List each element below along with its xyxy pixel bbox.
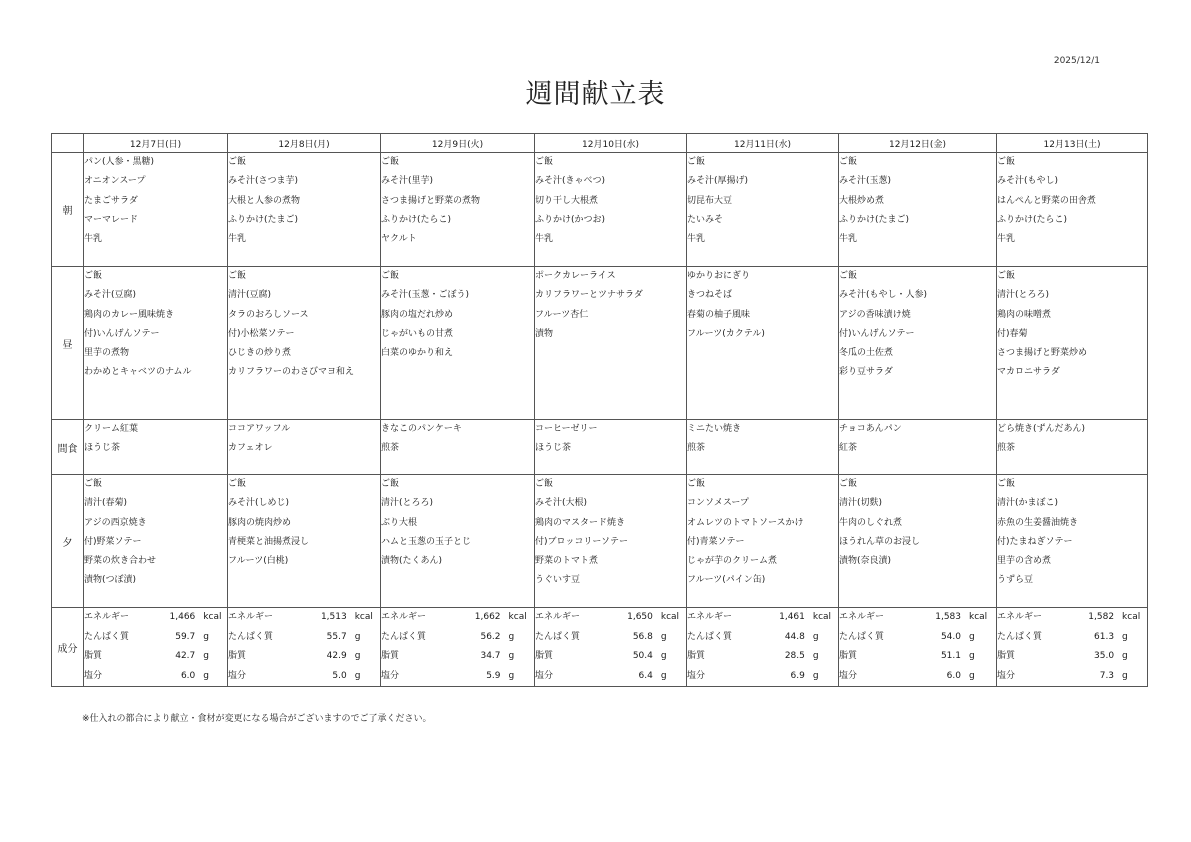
nutrition-fat — [535, 647, 686, 667]
menu-item: みそ汁(里芋) — [381, 176, 434, 187]
menu-item: 付)春菊 — [997, 328, 1028, 339]
nutrition-fat — [381, 647, 534, 667]
nutrient-value: 61.3 — [1094, 631, 1115, 642]
meal-row-lunch — [52, 267, 1148, 420]
menu-item: ヤクルト — [381, 234, 417, 245]
meal-cell — [839, 153, 997, 267]
menu-item: 彩り豆サラダ — [839, 367, 893, 378]
menu-item: ご飯 — [228, 271, 247, 281]
menu-item: 清汁(かまぼこ) — [997, 498, 1059, 509]
nutrient-value: 1,513 — [320, 612, 347, 622]
menu-item: じゃが芋のクリーム煮 — [687, 556, 778, 567]
nutrient-name: 脂質 — [381, 651, 400, 661]
day-header: 12月9日(火) — [381, 134, 535, 153]
nutrition-salt — [228, 667, 380, 687]
nutrient-unit: kcal — [203, 612, 222, 622]
page-title: 週間献立表 — [525, 79, 666, 110]
nutrient-value: 50.4 — [632, 651, 653, 661]
nutrition-energy — [84, 608, 227, 628]
nutrient-name: たんぱく質 — [535, 631, 581, 642]
menu-item: 鶏肉のマスタード焼き — [535, 517, 626, 528]
meal-cell — [535, 153, 687, 267]
menu-item: みそ汁(さつま芋) — [228, 176, 299, 187]
menu-item: ひじきの炒り煮 — [228, 348, 292, 359]
menu-item: コーヒーゼリー — [535, 424, 598, 434]
menu-item: 鶏肉のカレー風味焼き — [84, 309, 175, 320]
nutrient-value: 54.0 — [940, 631, 961, 642]
menu-item: 牛乳 — [84, 234, 103, 245]
menu-item: 野菜の炊き合わせ — [84, 556, 157, 567]
nutrient-name: 脂質 — [84, 651, 103, 661]
menu-item: 煎茶 — [381, 443, 400, 454]
nutrient-unit: g — [812, 631, 819, 642]
nutrient-unit: g — [660, 670, 667, 681]
menu-item: 里芋の含め煮 — [997, 556, 1052, 567]
menu-item: ふりかけ(たまご) — [839, 214, 910, 225]
nutrient-unit: g — [354, 631, 361, 642]
nutrient-unit: g — [1122, 631, 1128, 642]
meal-row-breakfast — [52, 153, 1148, 267]
menu-item: 豚肉の焼肉炒め — [228, 517, 292, 528]
menu-item: 紅茶 — [839, 443, 858, 454]
menu-item: 付)青菜ソテー — [687, 536, 745, 547]
meal-cell — [84, 420, 228, 475]
nutrient-value: 51.1 — [940, 651, 961, 661]
nutrient-value: 55.7 — [326, 631, 347, 642]
menu-item: きつねそば — [687, 290, 733, 301]
nutrient-unit: kcal — [660, 612, 680, 622]
menu-item: ほうじ茶 — [535, 443, 572, 454]
menu-item: オムレツのトマトソースかけ — [687, 517, 804, 528]
day-header: 12月13日(土) — [997, 134, 1148, 153]
meal-cell — [535, 267, 687, 420]
menu-item: みそ汁(しめじ) — [228, 498, 290, 509]
nutrient-value: 34.7 — [480, 651, 501, 661]
menu-item: フルーツ杏仁 — [535, 309, 589, 320]
nutrition-energy — [687, 608, 838, 628]
nutrient-unit: g — [203, 670, 209, 681]
nutrient-name: 脂質 — [687, 651, 706, 661]
nutrition-protein — [997, 628, 1147, 648]
meal-cell — [84, 153, 228, 267]
meal-label-lunch: 昼 — [52, 267, 84, 420]
nutrient-unit: g — [354, 670, 361, 681]
menu-item: 漬物(たくあん) — [381, 556, 443, 567]
menu-item: 牛乳 — [228, 234, 247, 245]
nutrition-cell — [84, 608, 228, 687]
menu-item: 付)ブロッコリーソテー — [535, 536, 628, 547]
menu-item: みそ汁(きゃべつ) — [535, 176, 606, 187]
menu-item: ゆかりおにぎり — [687, 271, 751, 281]
menu-item: 切昆布大豆 — [687, 195, 733, 206]
menu-item: アジの香味漬け焼 — [839, 309, 911, 320]
meal-row-snack — [52, 420, 1148, 475]
nutrient-unit: kcal — [969, 612, 988, 622]
menu-item: ハムと玉葱の玉子とじ — [381, 536, 472, 547]
nutrient-unit: g — [969, 651, 975, 661]
menu-item: ふりかけ(たまご) — [228, 214, 299, 225]
nutrient-name: たんぱく質 — [839, 631, 885, 642]
nutrition-salt — [84, 667, 227, 687]
menu-item: ご飯 — [997, 479, 1016, 489]
nutrient-value: 1,662 — [474, 612, 501, 622]
nutrient-name: 脂質 — [228, 651, 247, 661]
nutrient-unit: g — [969, 631, 975, 642]
nutrient-value: 1,650 — [627, 612, 653, 622]
nutrient-value: 1,582 — [1088, 612, 1115, 622]
nutrition-fat — [84, 647, 227, 667]
meal-cell — [997, 153, 1148, 267]
nutrient-value: 1,461 — [779, 612, 805, 622]
nutrient-name: たんぱく質 — [228, 631, 274, 642]
day-header-row — [52, 134, 1148, 153]
weekly-menu-table — [51, 133, 1148, 687]
menu-item: パン(人参・黒糖) — [84, 157, 155, 167]
menu-item: ご飯 — [381, 479, 400, 489]
nutrient-unit: kcal — [812, 612, 832, 622]
menu-item: オニオンスープ — [84, 176, 146, 187]
meal-cell — [381, 267, 535, 420]
nutrition-protein — [228, 628, 380, 648]
nutrient-unit: g — [354, 651, 361, 661]
nutrition-protein — [687, 628, 838, 648]
menu-item: ご飯 — [535, 157, 554, 167]
nutrient-value: 5.0 — [332, 670, 347, 681]
nutrient-unit: kcal — [354, 612, 373, 622]
menu-item: ご飯 — [228, 157, 247, 167]
nutrition-protein — [839, 628, 996, 648]
meal-cell — [381, 475, 535, 608]
nutrient-unit: g — [203, 631, 209, 642]
menu-item: 牛乳 — [535, 234, 554, 245]
meal-cell — [687, 475, 839, 608]
nutrient-unit: g — [1122, 651, 1128, 661]
meal-label-snack: 間食 — [52, 420, 84, 475]
footer-note: ※仕入れの都合により献立・食材が変更になる場合がございますのでご了承ください。 — [82, 714, 432, 724]
nutrition-protein — [381, 628, 534, 648]
nutrition-fat — [228, 647, 380, 667]
nutrient-name: たんぱく質 — [687, 631, 733, 642]
nutrient-unit: g — [508, 651, 515, 661]
meal-cell — [228, 267, 381, 420]
menu-item: ご飯 — [687, 479, 706, 489]
nutrient-value: 56.2 — [480, 631, 501, 642]
nutrition-energy — [228, 608, 380, 628]
nutrient-name: 塩分 — [381, 670, 400, 681]
menu-item: 春菊の柚子風味 — [687, 309, 751, 320]
nutrient-name: 塩分 — [687, 670, 706, 681]
nutrient-name: たんぱく質 — [997, 631, 1043, 642]
menu-item: 赤魚の生姜醤油焼き — [997, 517, 1079, 528]
menu-item: みそ汁(厚揚げ) — [687, 176, 749, 187]
menu-item: ご飯 — [381, 157, 400, 167]
meal-label-breakfast: 朝 — [52, 153, 84, 267]
menu-item: 付)たまねぎソテー — [997, 536, 1073, 547]
nutrient-unit: g — [812, 670, 819, 681]
menu-item: 豚肉の塩だれ炒め — [381, 309, 454, 320]
menu-item: 牛肉のしぐれ煮 — [839, 517, 903, 528]
menu-item: ほうじ茶 — [84, 443, 121, 454]
menu-item: ご飯 — [381, 271, 400, 281]
nutrient-name: エネルギー — [997, 612, 1043, 622]
meal-cell — [687, 153, 839, 267]
nutrition-cell — [997, 608, 1148, 687]
nutrient-name: 脂質 — [997, 651, 1016, 661]
menu-item: チョコあんパン — [839, 424, 902, 434]
menu-item: 漬物(奈良漬) — [839, 556, 892, 567]
nutrition-salt — [839, 667, 996, 687]
nutrient-value: 6.9 — [790, 670, 805, 681]
nutrient-value: 7.3 — [1099, 670, 1115, 681]
nutrient-name: エネルギー — [228, 612, 274, 622]
menu-item: マーマレード — [84, 214, 139, 225]
nutrient-value: 6.0 — [946, 670, 961, 681]
meal-cell — [228, 420, 381, 475]
menu-item: みそ汁(大根) — [535, 498, 588, 509]
menu-item: じゃがいもの甘煮 — [381, 328, 454, 339]
menu-item: ご飯 — [997, 157, 1016, 167]
nutrient-value: 42.7 — [175, 651, 196, 661]
menu-item: アジの西京焼き — [84, 517, 147, 528]
nutrient-value: 1,583 — [935, 612, 961, 622]
menu-item: 冬瓜の土佐煮 — [839, 348, 894, 359]
nutrient-unit: g — [1122, 670, 1128, 681]
menu-item: ご飯 — [84, 271, 103, 281]
menu-item: 清汁(豆腐) — [228, 290, 272, 301]
nutrient-value: 59.7 — [175, 631, 196, 642]
nutrient-unit: g — [203, 651, 209, 661]
menu-item: ポークカレーライス — [535, 271, 616, 281]
menu-item: 付)いんげんソテー — [84, 328, 160, 339]
menu-item: 鶏肉の味噌煮 — [997, 309, 1052, 320]
nutrient-unit: g — [812, 651, 819, 661]
meal-cell — [687, 420, 839, 475]
nutrition-salt — [997, 667, 1147, 687]
day-header: 12月12日(金) — [839, 134, 997, 153]
meal-cell — [839, 267, 997, 420]
nutrient-name: エネルギー — [381, 612, 427, 622]
menu-item: 白菜のゆかり和え — [381, 348, 454, 359]
meal-cell — [84, 475, 228, 608]
menu-item: ご飯 — [997, 271, 1016, 281]
nutrient-name: たんぱく質 — [84, 631, 130, 642]
meal-cell — [997, 267, 1148, 420]
menu-item: ふりかけ(かつお) — [535, 214, 606, 225]
menu-item: フルーツ(カクテル) — [687, 328, 765, 339]
menu-item: フルーツ(パイン缶) — [687, 575, 766, 586]
nutrient-name: 塩分 — [535, 670, 554, 681]
nutrition-salt — [687, 667, 838, 687]
menu-item: みそ汁(もやし・人参) — [839, 290, 928, 301]
issue-date: 2025/12/1 — [1053, 56, 1100, 66]
nutrient-name: 塩分 — [228, 670, 247, 681]
menu-item: カリフラワーのわさびマヨ和え — [228, 367, 355, 378]
meal-cell — [839, 420, 997, 475]
menu-item: 清汁(切麩) — [839, 498, 883, 509]
menu-item: ふりかけ(たらこ) — [381, 214, 452, 225]
nutrition-energy — [997, 608, 1147, 628]
menu-item: 清汁(とろろ) — [997, 290, 1050, 301]
menu-item: うずら豆 — [997, 575, 1034, 586]
nutrient-value: 42.9 — [326, 651, 347, 661]
menu-item: たいみそ — [687, 214, 724, 225]
menu-item: 牛乳 — [839, 234, 858, 245]
menu-item: きなこのパンケーキ — [381, 424, 462, 434]
menu-item: カリフラワーとツナサラダ — [535, 290, 643, 301]
menu-item: ご飯 — [687, 157, 706, 167]
menu-item: タラのおろしソース — [228, 309, 309, 320]
menu-item: 大根炒め煮 — [839, 195, 885, 206]
menu-item: 清汁(春菊) — [84, 498, 128, 509]
menu-item: さつま揚げと野菜炒め — [997, 348, 1088, 359]
menu-item: みそ汁(玉葱) — [839, 176, 892, 187]
menu-item: ご飯 — [839, 157, 858, 167]
menu-item: ご飯 — [84, 479, 103, 489]
menu-item: 付)小松菜ソテー — [228, 328, 295, 339]
day-header: 12月11日(水) — [687, 134, 839, 153]
nutrition-energy — [535, 608, 686, 628]
menu-item: ご飯 — [228, 479, 247, 489]
nutrient-name: 塩分 — [997, 670, 1016, 681]
nutrient-name: 脂質 — [839, 651, 858, 661]
nutrient-unit: g — [969, 670, 975, 681]
nutrient-unit: kcal — [508, 612, 527, 622]
nutrient-name: エネルギー — [535, 612, 581, 622]
nutrient-name: エネルギー — [687, 612, 733, 622]
menu-item: ぶり大根 — [381, 517, 418, 528]
menu-item: ご飯 — [535, 479, 554, 489]
menu-item: うぐいす豆 — [535, 575, 581, 586]
nutrition-energy — [381, 608, 534, 628]
corner-cell — [52, 134, 84, 153]
menu-item: 大根と人参の煮物 — [228, 195, 301, 206]
day-header: 12月7日(日) — [84, 134, 228, 153]
nutrient-name: 脂質 — [535, 651, 554, 661]
nutrient-value: 5.9 — [486, 670, 501, 681]
nutrient-unit: g — [508, 670, 515, 681]
menu-item: マカロニサラダ — [997, 367, 1060, 378]
nutrient-value: 6.4 — [638, 670, 653, 681]
nutrient-unit: g — [660, 631, 667, 642]
menu-item: ご飯 — [839, 271, 858, 281]
menu-item: 漬物(つぼ漬) — [84, 575, 137, 586]
nutrient-value: 1,466 — [169, 612, 196, 622]
nutrition-cell — [535, 608, 687, 687]
meal-cell — [228, 153, 381, 267]
menu-item: わかめとキャベツのナムル — [84, 367, 192, 378]
meal-cell — [535, 420, 687, 475]
meal-cell — [839, 475, 997, 608]
nutrient-unit: kcal — [1122, 612, 1141, 622]
menu-item: ココアワッフル — [228, 424, 291, 434]
menu-item: はんぺんと野菜の田舎煮 — [997, 195, 1096, 206]
day-header: 12月8日(月) — [228, 134, 381, 153]
nutrition-energy — [839, 608, 996, 628]
meal-cell — [997, 475, 1148, 608]
nutrient-name: エネルギー — [84, 612, 130, 622]
meal-label-dinner: 夕 — [52, 475, 84, 608]
menu-item: 青梗菜と油揚煮浸し — [228, 536, 310, 547]
nutrient-unit: g — [508, 631, 515, 642]
meal-cell — [381, 153, 535, 267]
meal-cell — [535, 475, 687, 608]
menu-item: 付)いんげんソテー — [839, 328, 915, 339]
menu-item: ほうれん草のお浸し — [839, 536, 921, 547]
nutrient-value: 28.5 — [784, 651, 805, 661]
menu-item: みそ汁(もやし) — [997, 176, 1059, 187]
menu-item: ご飯 — [839, 479, 858, 489]
menu-item: 付)野菜ソテー — [84, 536, 142, 547]
menu-item: クリーム紅葉 — [84, 424, 139, 434]
menu-item: 野菜のトマト煮 — [535, 556, 599, 567]
nutrition-protein — [535, 628, 686, 648]
menu-item: 牛乳 — [687, 234, 706, 245]
nutrition-row — [52, 608, 1148, 687]
menu-item: どら焼き(ずんだあん) — [997, 424, 1086, 434]
meal-cell — [84, 267, 228, 420]
menu-item: たまごサラダ — [84, 195, 138, 206]
nutrition-fat — [687, 647, 838, 667]
menu-item: みそ汁(玉葱・ごぼう) — [381, 290, 470, 301]
nutrient-name: エネルギー — [839, 612, 885, 622]
nutrition-cell — [839, 608, 997, 687]
nutrition-fat — [839, 647, 996, 667]
menu-item: ふりかけ(たらこ) — [997, 214, 1068, 225]
nutrient-value: 35.0 — [1094, 651, 1115, 661]
menu-item: ミニたい焼き — [687, 424, 742, 434]
menu-item: コンソメスープ — [687, 498, 749, 509]
menu-item: フルーツ(白桃) — [228, 556, 289, 567]
menu-item: 漬物 — [535, 328, 554, 339]
nutrient-unit: g — [660, 651, 667, 661]
meal-row-dinner — [52, 475, 1148, 608]
meal-cell — [381, 420, 535, 475]
nutrient-value: 6.0 — [180, 670, 196, 681]
nutrient-name: 塩分 — [839, 670, 858, 681]
meal-cell — [687, 267, 839, 420]
meal-cell — [228, 475, 381, 608]
nutrient-value: 56.8 — [632, 631, 653, 642]
nutrition-salt — [381, 667, 534, 687]
menu-item: 清汁(とろろ) — [381, 498, 434, 509]
meal-cell — [997, 420, 1148, 475]
nutrition-label: 成分 — [52, 608, 84, 687]
nutrition-cell — [228, 608, 381, 687]
menu-item: 煎茶 — [687, 443, 706, 454]
nutrient-value: 44.8 — [784, 631, 805, 642]
menu-item: 里芋の煮物 — [84, 348, 130, 359]
menu-item: さつま揚げと野菜の煮物 — [381, 195, 481, 206]
menu-item: 牛乳 — [997, 234, 1016, 245]
nutrition-cell — [687, 608, 839, 687]
menu-item: 切り干し大根煮 — [535, 195, 599, 206]
nutrition-cell — [381, 608, 535, 687]
nutrient-name: たんぱく質 — [381, 631, 427, 642]
menu-item: みそ汁(豆腐) — [84, 290, 137, 301]
menu-item: カフェオレ — [228, 443, 273, 454]
nutrition-salt — [535, 667, 686, 687]
nutrient-name: 塩分 — [84, 670, 103, 681]
nutrition-protein — [84, 628, 227, 648]
nutrition-fat — [997, 647, 1147, 667]
menu-item: 煎茶 — [997, 443, 1016, 454]
day-header: 12月10日(水) — [535, 134, 687, 153]
